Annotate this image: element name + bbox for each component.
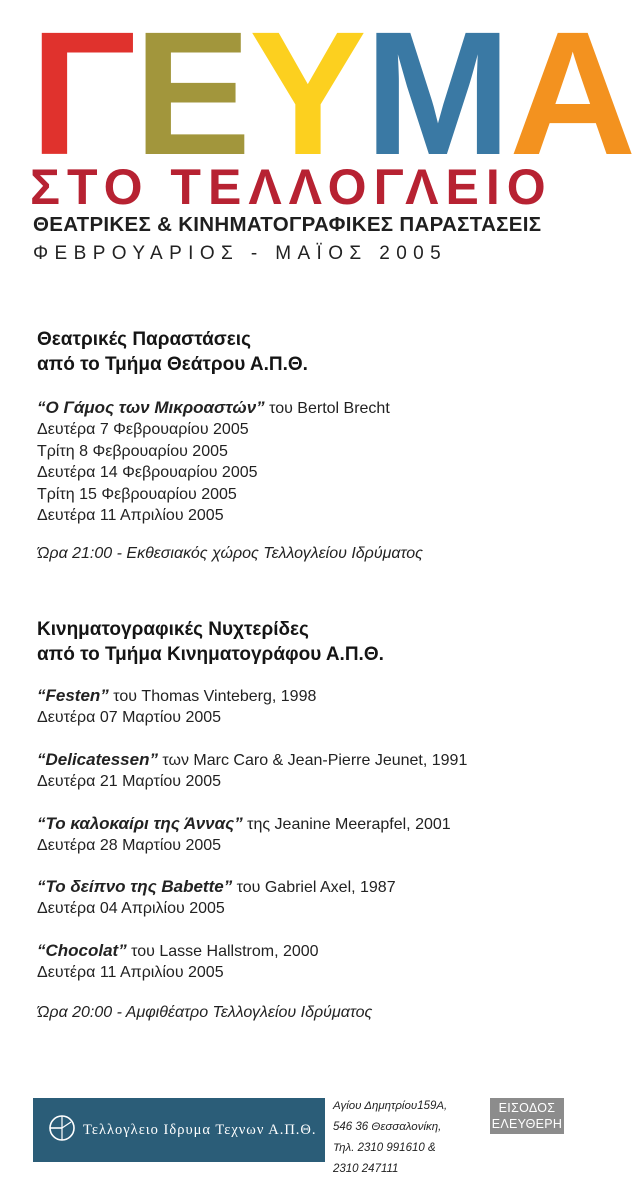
address-line: 2310 247111 bbox=[333, 1163, 399, 1175]
play-author: του Bertol Brecht bbox=[264, 400, 390, 417]
theatre-section bbox=[37, 327, 577, 377]
address-line: Τηλ. 2310 991610 & bbox=[333, 1142, 436, 1154]
free-entry-badge bbox=[490, 1098, 564, 1134]
event-period: ΦΕΒΡΟΥΑΡΙΟΣ - ΜΑΪΟΣ 2005 bbox=[33, 243, 448, 264]
film-title-line bbox=[37, 940, 577, 962]
film-date: Δευτέρα 28 Μαρτίου 2005 bbox=[37, 837, 222, 854]
title-letter-gamma: Γ bbox=[30, 0, 134, 192]
film-title: “Chocolat” bbox=[37, 941, 127, 960]
play-entry bbox=[37, 397, 577, 527]
address-block bbox=[333, 1096, 483, 1180]
film-credit: της Jeanine Meerapfel, 2001 bbox=[242, 816, 451, 833]
film-date: Δευτέρα 04 Απριλίου 2005 bbox=[37, 900, 225, 917]
program-type: ΘΕΑΤΡΙΚΕΣ & ΚΙΝΗΜΑΤΟΓΡΑΦΙΚΕΣ ΠΑΡΑΣΤΑΣΕΙΣ bbox=[33, 213, 542, 236]
theatre-heading-line1: Θεατρικές Παραστάσεις bbox=[37, 329, 251, 350]
film-title: “Delicatessen” bbox=[37, 750, 158, 769]
teloglion-emblem-icon bbox=[47, 1113, 77, 1148]
free-entry-line2: ΕΛΕΥΘΕΡΗ bbox=[491, 1117, 563, 1131]
film-title-line bbox=[37, 876, 577, 898]
film-credit: του Lasse Hallstrom, 2000 bbox=[126, 943, 319, 960]
cinema-heading-line2: από το Τμήμα Κινηματογράφου Α.Π.Θ. bbox=[37, 644, 384, 665]
logo-text: Τελλογλειο Ιδρυμα Τεχνων Α.Π.Θ. bbox=[83, 1121, 317, 1138]
film-title: “Το καλοκαίρι της Άννας” bbox=[37, 814, 243, 833]
play-title-line bbox=[37, 397, 577, 419]
theatre-time-venue: Ώρα 21:00 - Εκθεσιακός χώρος Τελλογλείου Ιδρύματος bbox=[37, 545, 423, 562]
film-entry bbox=[37, 749, 577, 793]
title-letter-mu: Μ bbox=[364, 0, 510, 192]
film-title: “Το δείπνο της Babette” bbox=[37, 877, 233, 896]
play-date: Δευτέρα 7 Φεβρουαρίου 2005 bbox=[37, 421, 249, 438]
cinema-heading-line1: Κινηματογραφικές Νυχτερίδες bbox=[37, 619, 309, 640]
film-entry bbox=[37, 876, 577, 920]
play-title: “Ο Γάμος των Μικροαστών” bbox=[37, 398, 265, 417]
address-line: Αγίου Δημητρίου159Α, bbox=[333, 1100, 448, 1112]
film-credit: του Thomas Vinteberg, 1998 bbox=[108, 688, 317, 705]
film-date: Δευτέρα 21 Μαρτίου 2005 bbox=[37, 773, 222, 790]
teloglion-logo bbox=[33, 1098, 325, 1162]
film-date: Δευτέρα 07 Μαρτίου 2005 bbox=[37, 709, 222, 726]
film-title-line bbox=[37, 813, 577, 835]
film-title-line bbox=[37, 749, 577, 771]
title-letter-epsilon: Ε bbox=[133, 0, 250, 192]
film-date: Δευτέρα 11 Απριλίου 2005 bbox=[37, 964, 224, 981]
play-date: Δευτέρα 11 Απριλίου 2005 bbox=[37, 507, 224, 524]
film-credit: των Marc Caro & Jean-Pierre Jeunet, 1991 bbox=[157, 752, 468, 769]
play-date: Τρίτη 8 Φεβρουαρίου 2005 bbox=[37, 442, 228, 460]
free-entry-line1: ΕΙΣΟΔΟΣ bbox=[498, 1101, 556, 1115]
title-letter-upsilon: Υ bbox=[249, 0, 365, 192]
cinema-time-venue: Ώρα 20:00 - Αμφιθέατρο Τελλογλείου Ιδρύματος bbox=[37, 1004, 373, 1021]
theatre-heading-line2: από το Τμήμα Θεάτρου Α.Π.Θ. bbox=[37, 354, 308, 375]
film-entry bbox=[37, 940, 577, 984]
event-subtitle: ΣΤΟ ΤΕΛΛΟΓΛΕΙΟ bbox=[30, 159, 553, 215]
film-entry bbox=[37, 685, 577, 729]
film-credit: του Gabriel Axel, 1987 bbox=[232, 879, 396, 896]
cinema-section bbox=[37, 617, 577, 667]
address-line: 546 36 Θεσσαλονίκη, bbox=[333, 1121, 442, 1133]
title-letter-alpha: Α bbox=[509, 0, 634, 192]
film-title-line bbox=[37, 685, 577, 707]
play-date: Δευτέρα 14 Φεβρουαρίου 2005 bbox=[37, 464, 258, 481]
play-date: Τρίτη 15 Φεβρουαρίου 2005 bbox=[37, 485, 237, 503]
film-title: “Festen” bbox=[37, 686, 109, 705]
film-entry bbox=[37, 813, 577, 857]
